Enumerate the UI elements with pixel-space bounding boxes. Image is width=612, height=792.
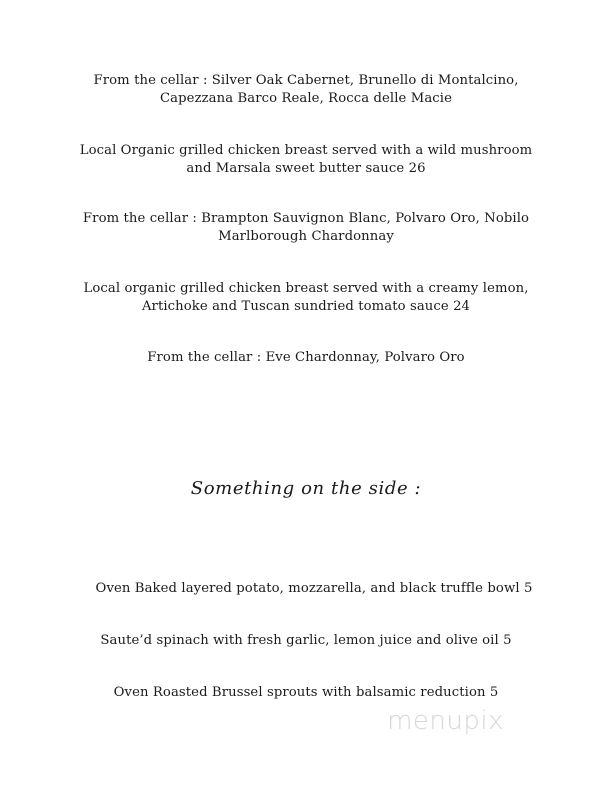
- text-line: Local organic grilled chicken breast served with a creamy lemon,: [83, 281, 529, 296]
- text-line: and Marsala sweet butter sauce 26: [186, 161, 426, 176]
- side-item-brussel-sprouts: [0, 684, 612, 702]
- text-line: Saute’d spinach with fresh garlic, lemon juice and olive oil 5: [100, 633, 512, 648]
- cellar-wine-list-2: [0, 210, 612, 246]
- text-line: Oven Roasted Brussel sprouts with balsamic reduction 5: [113, 685, 499, 700]
- text-line: Oven Baked layered potato, mozzarella, and black truffle bowl 5: [95, 581, 533, 596]
- section-title-sides: Something on the side :: [190, 478, 422, 499]
- watermark-logo: menupix: [387, 706, 504, 736]
- side-item-potato-bowl: [8, 580, 612, 598]
- text-line: From the cellar : Eve Chardonnay, Polvaro Oro: [147, 350, 465, 365]
- cellar-wine-list-3: [0, 349, 612, 367]
- menu-item-chicken-mushroom: [0, 142, 612, 178]
- text-line: Artichoke and Tuscan sundried tomato sauce 24: [141, 299, 471, 314]
- side-item-spinach: [0, 632, 612, 650]
- text-line: Local Organic grilled chicken breast served with a wild mushroom: [79, 143, 533, 158]
- text-line: From the cellar : Brampton Sauvignon Blanc, Polvaro Oro, Nobilo: [82, 211, 530, 226]
- cellar-wine-list-1: [0, 72, 612, 108]
- text-line: From the cellar : Silver Oak Cabernet, Brunello di Montalcino,: [93, 73, 519, 88]
- text-line: Marlborough Chardonnay: [218, 229, 394, 244]
- menu-item-chicken-lemon: [0, 280, 612, 316]
- text-line: Capezzana Barco Reale, Rocca delle Macie: [159, 91, 453, 106]
